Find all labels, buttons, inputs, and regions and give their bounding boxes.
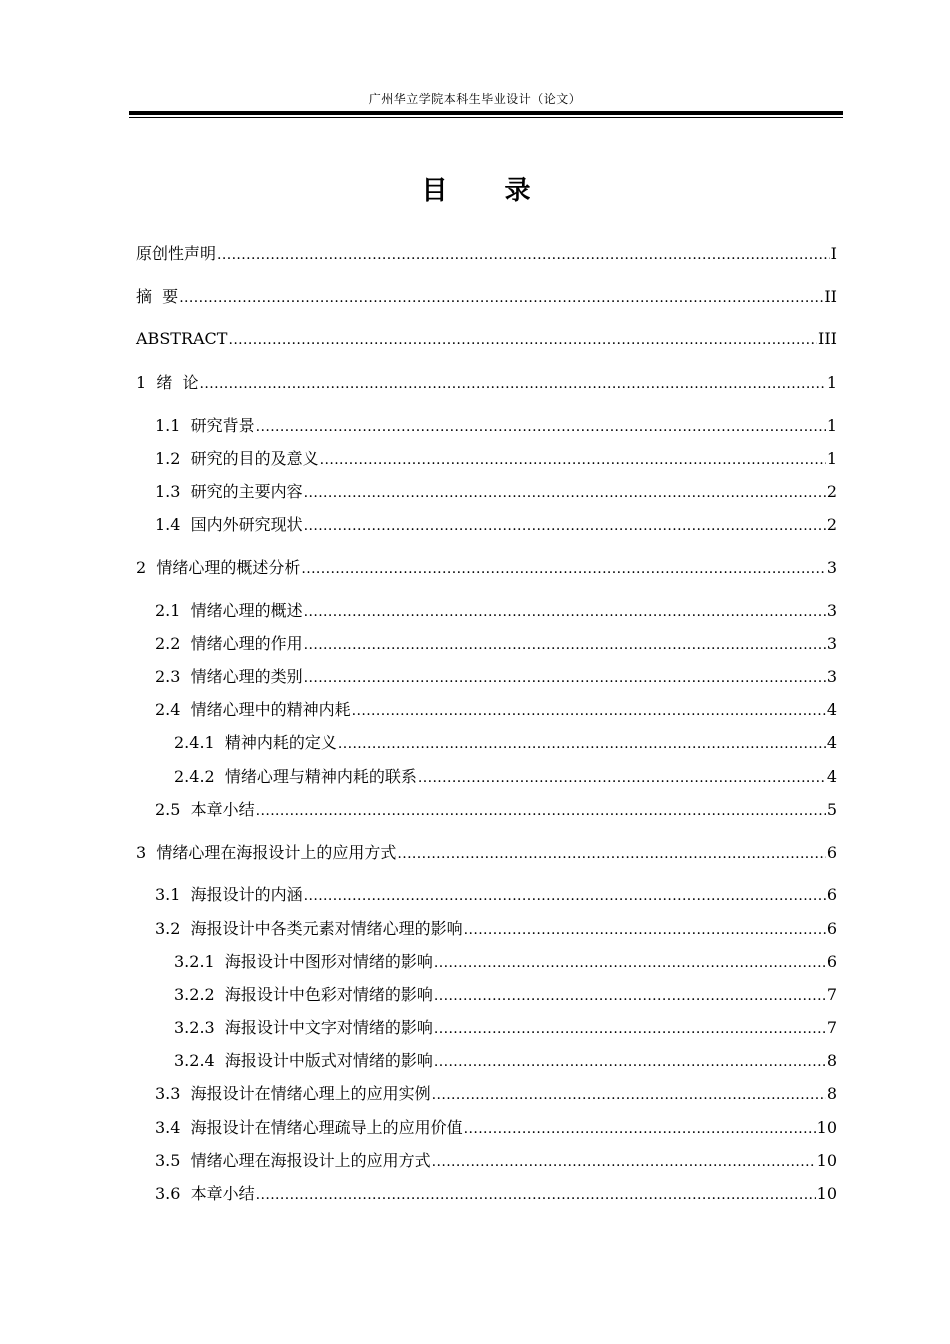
toc-entry-number: 2.1 bbox=[155, 601, 191, 620]
toc-entry-2-5[interactable] bbox=[155, 800, 837, 820]
toc-entry-3-6[interactable] bbox=[155, 1184, 837, 1204]
toc-title: 目 录 bbox=[421, 176, 555, 206]
toc-entry-number: 3.4 bbox=[155, 1118, 191, 1137]
toc-entry-2-4[interactable] bbox=[155, 700, 837, 720]
toc-entry-number: 3.6 bbox=[155, 1184, 191, 1203]
toc-entry-2-4-1[interactable] bbox=[174, 733, 837, 753]
toc-entry-label: 海报设计中文字对情绪的影响 bbox=[224, 1018, 433, 1037]
toc-entry-page: 1 bbox=[826, 373, 837, 392]
toc-entry-3-1[interactable] bbox=[155, 885, 837, 905]
dot-leader bbox=[200, 374, 826, 394]
dot-leader bbox=[304, 668, 826, 688]
toc-entry-3-2[interactable] bbox=[155, 919, 837, 939]
dot-leader bbox=[217, 245, 830, 265]
dot-leader bbox=[301, 559, 825, 579]
toc-entry-page: 4 bbox=[826, 767, 837, 786]
dot-leader bbox=[338, 734, 826, 754]
toc-entry-1-4[interactable] bbox=[155, 515, 837, 535]
dot-leader bbox=[304, 483, 826, 503]
toc-entry-page: I bbox=[830, 244, 837, 263]
toc-entry-page: 3 bbox=[826, 667, 837, 686]
toc-entry-label: 精神内耗的定义 bbox=[224, 733, 337, 752]
toc-entry-label: 海报设计中色彩对情绪的影响 bbox=[224, 985, 433, 1004]
toc-entry-number: 1.4 bbox=[155, 515, 191, 534]
toc-entry-label: 研究的主要内容 bbox=[190, 482, 303, 501]
toc-entry-label: 情绪心理在海报设计上的应用方式 bbox=[190, 1151, 431, 1170]
toc-entry-page: 3 bbox=[826, 634, 837, 653]
dot-leader bbox=[228, 330, 817, 350]
toc-entry-label: 海报设计的内涵 bbox=[190, 885, 303, 904]
dot-leader bbox=[432, 1152, 816, 1172]
toc-entry-number: 3 bbox=[136, 843, 157, 862]
toc-entry-declaration[interactable] bbox=[136, 244, 837, 264]
toc-entry-1-3[interactable] bbox=[155, 482, 837, 502]
dot-leader bbox=[304, 635, 826, 655]
toc-entry-3-3[interactable] bbox=[155, 1084, 837, 1104]
dot-leader bbox=[304, 886, 826, 906]
dot-leader bbox=[434, 986, 826, 1006]
toc-entry-number: 3.1 bbox=[155, 885, 191, 904]
toc-entry-3-2-3[interactable] bbox=[174, 1018, 837, 1038]
toc-entry-number: 3.2.2 bbox=[174, 985, 225, 1004]
toc-entry-number: 3.3 bbox=[155, 1084, 191, 1103]
toc-entry-number: 1.2 bbox=[155, 449, 191, 468]
toc-entry-label: 研究的目的及意义 bbox=[190, 449, 319, 468]
dot-leader bbox=[432, 1085, 826, 1105]
toc-entry-page: 6 bbox=[826, 885, 837, 904]
toc-entry-page: 4 bbox=[826, 733, 837, 752]
toc-entry-number: 3.2 bbox=[155, 919, 191, 938]
toc-entry-1-2[interactable] bbox=[155, 449, 837, 469]
dot-leader bbox=[256, 417, 826, 437]
dot-leader bbox=[418, 768, 826, 788]
toc-entry-label: 海报设计中各类元素对情绪心理的影响 bbox=[190, 919, 463, 938]
dot-leader bbox=[397, 844, 825, 864]
toc-entry-label: 情绪心理的概述 bbox=[190, 601, 303, 620]
dot-leader bbox=[464, 1119, 816, 1139]
toc-entry-2-1[interactable] bbox=[155, 601, 837, 621]
toc-entry-label: 情绪心理中的精神内耗 bbox=[190, 700, 351, 719]
toc-entry-page: III bbox=[818, 329, 837, 348]
toc-entry-chapter-2[interactable] bbox=[136, 558, 837, 578]
toc-entry-number: 2.3 bbox=[155, 667, 191, 686]
toc-entry-label: 海报设计在情绪心理上的应用实例 bbox=[190, 1084, 431, 1103]
toc-entry-page: 8 bbox=[826, 1051, 837, 1070]
running-header: 广州华立学院本科生毕业设计（论文） bbox=[368, 92, 582, 106]
toc-entry-chapter-1[interactable] bbox=[136, 373, 837, 393]
toc-entry-label: 情绪心理的作用 bbox=[190, 634, 303, 653]
toc-entry-page: 6 bbox=[826, 843, 837, 862]
toc-entry-page: 3 bbox=[826, 558, 837, 577]
toc-entry-abstract-cn[interactable] bbox=[136, 287, 837, 307]
toc-entry-number: 2.2 bbox=[155, 634, 191, 653]
dot-leader bbox=[304, 516, 826, 536]
dot-leader bbox=[434, 1052, 826, 1072]
toc-entry-page: 10 bbox=[816, 1184, 837, 1203]
toc-entry-2-2[interactable] bbox=[155, 634, 837, 654]
toc-entry-number: 2.4 bbox=[155, 700, 191, 719]
toc-entry-number: 3.2.1 bbox=[174, 952, 225, 971]
dot-leader bbox=[304, 602, 826, 622]
toc-entry-number: 1.1 bbox=[155, 416, 191, 435]
toc-entry-number: 1.3 bbox=[155, 482, 191, 501]
dot-leader bbox=[434, 953, 826, 973]
toc-entry-2-3[interactable] bbox=[155, 667, 837, 687]
toc-entry-page: 7 bbox=[826, 985, 837, 1004]
toc-entry-label: 海报设计中图形对情绪的影响 bbox=[224, 952, 433, 971]
toc-entry-number: 2.4.1 bbox=[174, 733, 225, 752]
toc-entry-page: II bbox=[824, 287, 837, 306]
toc-entry-page: 10 bbox=[816, 1151, 837, 1170]
toc-entry-3-5[interactable] bbox=[155, 1151, 837, 1171]
toc-entry-page: 1 bbox=[826, 449, 837, 468]
toc-entry-3-4[interactable] bbox=[155, 1118, 837, 1138]
toc-entry-number: 1 bbox=[136, 373, 157, 392]
toc-entry-label: 研究背景 bbox=[190, 416, 255, 435]
toc-entry-number: 2.5 bbox=[155, 800, 191, 819]
dot-leader bbox=[464, 920, 826, 940]
dot-leader bbox=[320, 450, 826, 470]
toc-entry-label: 情绪心理在海报设计上的应用方式 bbox=[156, 843, 397, 862]
toc-entry-page: 10 bbox=[816, 1118, 837, 1137]
toc-entry-label: ABSTRACT bbox=[136, 329, 228, 348]
toc-entry-1-1[interactable] bbox=[155, 416, 837, 436]
toc-entry-2-4-2[interactable] bbox=[174, 767, 837, 787]
dot-leader bbox=[352, 701, 826, 721]
toc-entry-label: 情绪心理与精神内耗的联系 bbox=[224, 767, 417, 786]
toc-entry-label: 绪 论 bbox=[156, 373, 199, 392]
toc-entry-page: 1 bbox=[826, 416, 837, 435]
toc-entry-page: 2 bbox=[826, 515, 837, 534]
toc-entry-number: 2 bbox=[136, 558, 157, 577]
toc-entry-label: 国内外研究现状 bbox=[190, 515, 303, 534]
toc-entry-label: 本章小结 bbox=[190, 800, 255, 819]
toc-entry-label: 海报设计中版式对情绪的影响 bbox=[224, 1051, 433, 1070]
toc-entry-3-2-1[interactable] bbox=[174, 952, 837, 972]
toc-entry-number: 3.2.4 bbox=[174, 1051, 225, 1070]
toc-entry-label: 本章小结 bbox=[190, 1184, 255, 1203]
toc-entry-page: 7 bbox=[826, 1018, 837, 1037]
toc-entry-page: 4 bbox=[826, 700, 837, 719]
toc-entry-chapter-3[interactable] bbox=[136, 843, 837, 863]
toc-entry-page: 5 bbox=[826, 800, 837, 819]
toc-entry-label: 原创性声明 bbox=[136, 244, 217, 263]
toc-entry-3-2-2[interactable] bbox=[174, 985, 837, 1005]
toc-entry-3-2-4[interactable] bbox=[174, 1051, 837, 1071]
toc-entry-label: 摘 要 bbox=[136, 287, 179, 306]
toc-entry-label: 情绪心理的类别 bbox=[190, 667, 303, 686]
toc-entry-abstract-en[interactable] bbox=[136, 329, 837, 349]
toc-entry-page: 8 bbox=[826, 1084, 837, 1103]
toc-entry-number: 2.4.2 bbox=[174, 767, 225, 786]
dot-leader bbox=[434, 1019, 826, 1039]
toc-entry-number: 3.5 bbox=[155, 1151, 191, 1170]
toc-entry-page: 3 bbox=[826, 601, 837, 620]
toc-entry-label: 海报设计在情绪心理疏导上的应用价值 bbox=[190, 1118, 463, 1137]
dot-leader bbox=[179, 288, 823, 308]
toc-entry-page: 6 bbox=[826, 952, 837, 971]
toc-entry-page: 6 bbox=[826, 919, 837, 938]
dot-leader bbox=[256, 801, 826, 821]
toc-entry-page: 2 bbox=[826, 482, 837, 501]
dot-leader bbox=[256, 1185, 816, 1205]
toc-entry-label: 情绪心理的概述分析 bbox=[156, 558, 301, 577]
toc-entry-number: 3.2.3 bbox=[174, 1018, 225, 1037]
